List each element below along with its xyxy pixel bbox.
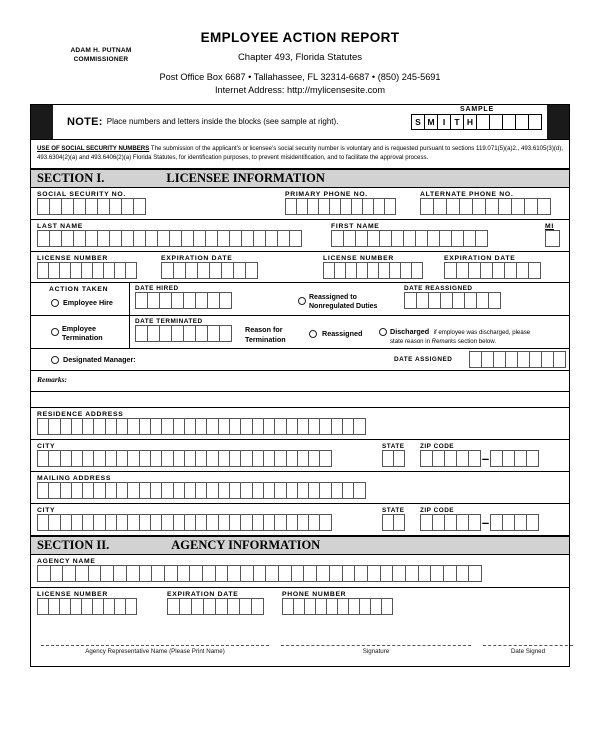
designated-manager-radio[interactable] <box>51 356 59 364</box>
license-number-label-1: LICENSE NUMBER <box>37 254 108 262</box>
option-reassigned-nonregulated[interactable] <box>298 293 377 312</box>
sample-block <box>411 105 543 130</box>
field-ssn <box>37 191 146 215</box>
date-assigned-label-wrap <box>394 356 452 363</box>
employee-hire-radio[interactable] <box>51 299 59 307</box>
row-ssn-phones <box>31 188 569 220</box>
zip-label-1: ZIP CODE <box>420 442 455 450</box>
zip-2-last-input-boxes[interactable] <box>490 514 539 531</box>
date-hired-label: DATE HIRED <box>135 284 179 292</box>
commissioner-title: COMMISSIONER <box>73 55 129 63</box>
zip-1-separator: – <box>481 450 490 466</box>
row-remarks-input[interactable] <box>31 392 569 408</box>
field-state-1 <box>382 443 405 467</box>
section-1-number: SECTION I. <box>37 170 105 185</box>
state-2-input-boxes[interactable] <box>382 514 405 531</box>
sample-char-box: S <box>411 114 425 130</box>
field-primary-phone <box>285 191 396 215</box>
zip-2-first-input-boxes[interactable] <box>420 514 481 531</box>
agency-phone-number-input-boxes[interactable] <box>282 598 393 615</box>
field-date-reassigned <box>404 285 501 309</box>
primary-phone-label: PRIMARY PHONE NO. <box>285 190 368 198</box>
option-employee-hire[interactable] <box>51 298 113 307</box>
section-2-bar <box>31 536 569 555</box>
field-zip-1 <box>420 443 539 467</box>
agency-address-line: Post Office Box 6687 • Tallahassee, FL 32314-6687 • (850) 245-5691 <box>159 72 441 82</box>
field-agency-license-number <box>37 591 137 615</box>
right-alignment-marker <box>547 105 569 139</box>
form-body <box>30 104 570 667</box>
sample-char-box: M <box>424 114 438 130</box>
zip-1-last-input-boxes[interactable] <box>490 450 539 467</box>
field-zip-2 <box>420 507 539 531</box>
field-agency-expiration-date <box>167 591 264 615</box>
date-signed-label: Date Signed <box>510 647 546 655</box>
employee-termination-label-line1: Employee <box>62 323 96 333</box>
field-expiration-date-2 <box>444 255 541 279</box>
note-label: NOTE: <box>67 115 103 128</box>
sample-char-box: H <box>463 114 477 130</box>
agency-internet-address: Internet Address: http://mylicensesite.com <box>214 85 386 96</box>
agency-rep-name-signature-line[interactable] <box>41 645 269 655</box>
residence-address-input-boxes[interactable] <box>37 418 366 435</box>
city-1-input-boxes[interactable] <box>37 450 332 467</box>
row-mailing-city-state-zip <box>31 504 569 536</box>
reassigned-nonregulated-label-line1: Reassigned to <box>309 293 357 301</box>
employee-termination-radio[interactable] <box>51 328 59 336</box>
action-taken-label: ACTION TAKEN <box>49 285 109 293</box>
last-name-input-boxes[interactable] <box>37 230 302 247</box>
reason-for-termination-label <box>245 325 286 345</box>
field-agency-name <box>37 558 482 582</box>
date-reassigned-label: DATE REASSIGNED <box>404 284 473 292</box>
option-employee-termination[interactable] <box>51 324 103 343</box>
signature-line[interactable] <box>281 645 471 655</box>
commissioner-name: ADAM H. PUTNAM <box>70 47 132 54</box>
discharged-note-remarks-ref: Remarks <box>431 338 457 346</box>
employee-hire-label: Employee Hire <box>63 297 113 307</box>
alternate-phone-label: ALTERNATE PHONE NO. <box>420 190 514 198</box>
date-signed-line[interactable] <box>483 645 573 655</box>
action-taken-group <box>49 286 108 293</box>
alternate-phone-input-boxes[interactable] <box>420 198 551 215</box>
state-label-1: STATE <box>382 442 405 450</box>
section-1-bar <box>31 169 569 188</box>
row-termination <box>31 316 569 349</box>
section-2-title: AGENCY INFORMATION <box>171 537 321 552</box>
row-agency-license <box>31 588 569 620</box>
option-designated-manager[interactable] <box>51 355 136 364</box>
date-terminated-input-boxes[interactable] <box>135 325 232 342</box>
form-subtitle: Chapter 493, Florida Statutes <box>237 52 363 63</box>
row-designated-manager <box>31 349 569 371</box>
agency-name-label: AGENCY NAME <box>37 557 96 565</box>
divider <box>129 283 130 315</box>
discharged-radio[interactable] <box>379 328 387 336</box>
designated-manager-label: Designated Manager: <box>63 354 136 364</box>
agency-expiration-date-input-boxes[interactable] <box>167 598 264 615</box>
field-first-name <box>331 223 488 247</box>
ssn-disclaimer-body: The submission of the applicant's or licensee's social security number is voluntary and is requested pursuant to sections 119.071(5)(a)2., 493.6105(3)(d), 493.6304(2)(a) and 493.6406(2)(a) Florida Statutes, for identification purposes, to prevent misidentification, and to facilitate the approval process. <box>37 144 563 162</box>
commissioner-block <box>46 47 156 65</box>
row-mailing-address <box>31 472 569 504</box>
agency-rep-name-label: Agency Representative Name (Please Print Name) <box>85 647 225 655</box>
zip-1-first-input-boxes[interactable] <box>420 450 481 467</box>
row-action-hire <box>31 283 569 316</box>
reassigned-nonregulated-label-line2: Nonregulated Duties <box>309 303 378 311</box>
field-residence-address <box>37 411 366 435</box>
field-date-terminated <box>135 318 232 342</box>
primary-phone-input-boxes[interactable] <box>285 198 396 215</box>
field-alternate-phone <box>420 191 551 215</box>
sample-char-box <box>502 114 516 130</box>
field-agency-phone-number <box>282 591 393 615</box>
remarks-label: Remarks: <box>37 374 67 384</box>
signature-label: Signature <box>362 647 390 655</box>
license-number-1-input-boxes[interactable] <box>37 262 137 279</box>
mailing-address-input-boxes[interactable] <box>37 482 366 499</box>
date-hired-input-boxes[interactable] <box>135 292 232 309</box>
middle-initial-input-boxes[interactable] <box>545 230 560 247</box>
sample-char-box <box>528 114 542 130</box>
field-license-number-1 <box>37 255 137 279</box>
state-1-input-boxes[interactable] <box>382 450 405 467</box>
reassigned-radio[interactable] <box>309 330 317 338</box>
section-1-title: LICENSEE INFORMATION <box>166 170 325 185</box>
form-header <box>0 0 600 98</box>
discharged-note-line2-c: section below. <box>456 338 497 346</box>
sample-char-box <box>476 114 490 130</box>
field-date-hired <box>135 285 232 309</box>
sample-char-box: I <box>437 114 451 130</box>
date-terminated-label: DATE TERMINATED <box>135 317 203 325</box>
ssn-label: SOCIAL SECURITY NO. <box>37 190 126 198</box>
agency-name-input-boxes[interactable] <box>37 565 482 582</box>
agency-phone-number-label: PHONE NUMBER <box>282 590 347 598</box>
field-city-1 <box>37 443 332 467</box>
date-reassigned-input-boxes[interactable] <box>404 292 501 309</box>
expiration-date-label-2: EXPIRATION DATE <box>444 254 516 262</box>
signature-area <box>31 620 569 666</box>
row-names <box>31 220 569 252</box>
employee-termination-label-line2: Termination <box>62 333 103 343</box>
zip-label-2: ZIP CODE <box>420 506 455 514</box>
sample-char-box <box>489 114 503 130</box>
row-residence-address <box>31 408 569 440</box>
mailing-address-label: MAILING ADDRESS <box>37 474 112 482</box>
residence-address-label: RESIDENCE ADDRESS <box>37 410 124 418</box>
discharged-note-line2-a: state reason in <box>390 338 432 346</box>
agency-license-number-input-boxes[interactable] <box>37 598 137 615</box>
discharged-note-line1: if employee was discharged, please <box>433 328 531 336</box>
option-reassigned[interactable] <box>309 329 362 338</box>
first-name-input-boxes[interactable] <box>331 230 488 247</box>
page-title: EMPLOYEE ACTION REPORT <box>200 30 400 45</box>
zip-2-separator: – <box>481 514 490 530</box>
field-date-assigned <box>469 351 566 368</box>
ssn-disclaimer <box>31 140 569 169</box>
expiration-date-2-input-boxes[interactable] <box>444 262 541 279</box>
note-row <box>31 105 569 140</box>
reassigned-nonregulated-radio[interactable] <box>298 297 306 305</box>
reason-termination-line1: Reason for <box>245 324 283 334</box>
city-2-input-boxes[interactable] <box>37 514 332 531</box>
field-state-2 <box>382 507 405 531</box>
row-remarks-label <box>31 371 569 392</box>
field-license-number-2 <box>323 255 423 279</box>
reassigned-label: Reassigned <box>322 328 363 338</box>
last-name-label: LAST NAME <box>37 222 83 230</box>
first-name-label: FIRST NAME <box>331 222 380 230</box>
field-city-2 <box>37 507 332 531</box>
date-assigned-input-boxes[interactable] <box>469 351 566 368</box>
option-discharged[interactable] <box>379 325 564 347</box>
note-instruction-text: Place numbers and letters inside the blocks (see sample at right). <box>106 117 339 127</box>
sample-character-boxes <box>411 114 543 130</box>
agency-expiration-date-label: EXPIRATION DATE <box>167 590 239 598</box>
agency-license-number-label: LICENSE NUMBER <box>37 590 108 598</box>
reason-termination-line2: Termination <box>245 334 286 344</box>
sample-caption: SAMPLE <box>460 105 494 113</box>
middle-initial-label: MI <box>545 222 554 230</box>
sample-char-box <box>515 114 529 130</box>
ssn-disclaimer-heading: USE OF SOCIAL SECURITY NUMBERS <box>37 144 150 152</box>
section-2-number: SECTION II. <box>37 537 110 552</box>
city-label-2: CITY <box>37 506 56 514</box>
city-label-1: CITY <box>37 442 56 450</box>
left-alignment-marker <box>31 105 53 139</box>
field-last-name <box>37 223 302 247</box>
field-middle-initial <box>545 223 560 247</box>
date-assigned-label: DATE ASSIGNED <box>394 355 453 363</box>
ssn-input-boxes[interactable] <box>37 198 146 215</box>
row-licenses <box>31 252 569 283</box>
divider <box>129 316 130 348</box>
field-expiration-date-1 <box>161 255 258 279</box>
row-agency-name <box>31 555 569 588</box>
discharged-label: Discharged <box>390 326 430 336</box>
license-number-label-2: LICENSE NUMBER <box>323 254 394 262</box>
sample-char-box: T <box>450 114 464 130</box>
state-label-2: STATE <box>382 506 405 514</box>
field-mailing-address <box>37 475 366 499</box>
expiration-date-label-1: EXPIRATION DATE <box>161 254 233 262</box>
row-residence-city-state-zip <box>31 440 569 472</box>
expiration-date-1-input-boxes[interactable] <box>161 262 258 279</box>
license-number-2-input-boxes[interactable] <box>323 262 423 279</box>
